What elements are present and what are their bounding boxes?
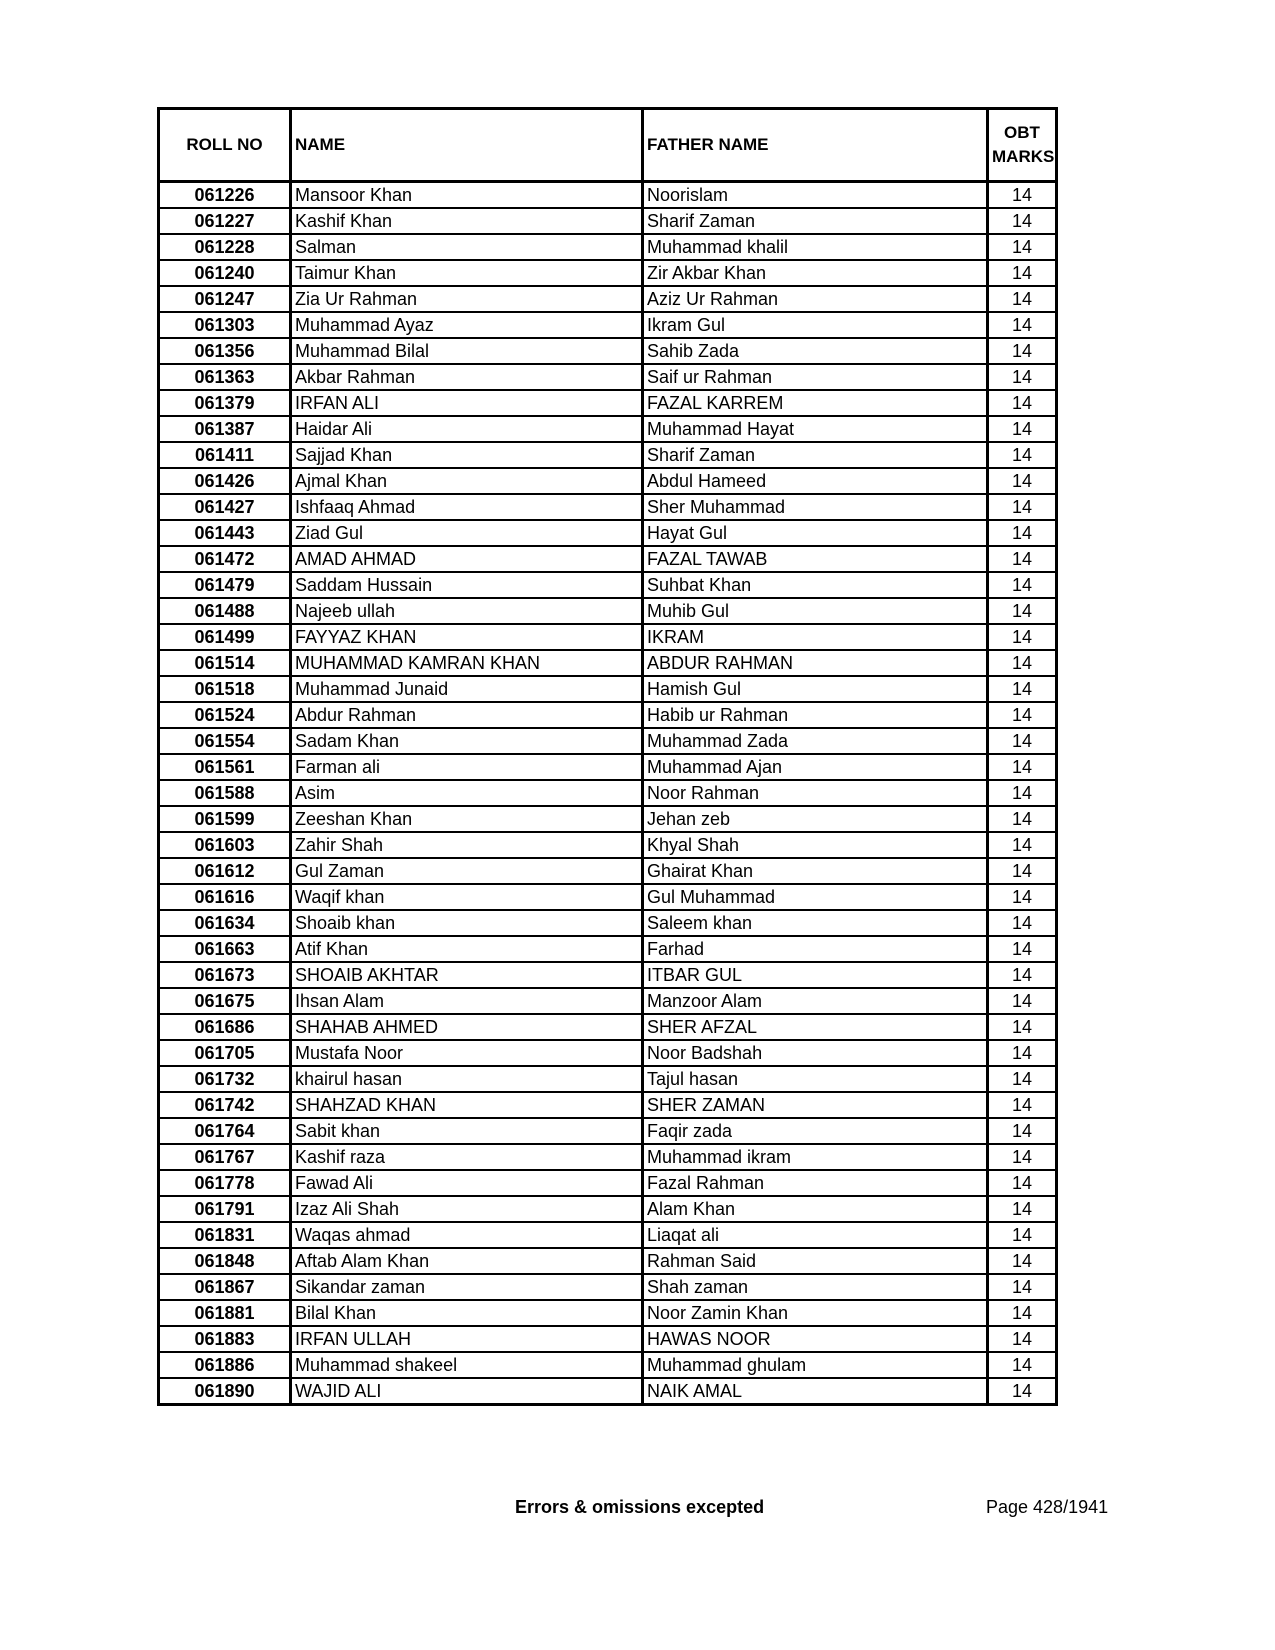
header-obt-marks-line1: OBT (1004, 123, 1040, 142)
table-row (159, 442, 1057, 468)
name-cell: Abdur Rahman (291, 702, 643, 728)
marks-cell: 14 (988, 572, 1057, 598)
roll-no-cell: 061379 (159, 390, 291, 416)
marks-cell: 14 (988, 520, 1057, 546)
name-cell: WAJID ALI (291, 1378, 643, 1405)
table-row (159, 1092, 1057, 1118)
name-cell: Fawad Ali (291, 1170, 643, 1196)
roll-no-cell: 061705 (159, 1040, 291, 1066)
father-name-cell: Jehan zeb (643, 806, 988, 832)
father-name-cell: Rahman Said (643, 1248, 988, 1274)
father-name-cell: Sharif Zaman (643, 208, 988, 234)
marks-cell: 14 (988, 702, 1057, 728)
table-row (159, 1144, 1057, 1170)
marks-cell: 14 (988, 260, 1057, 286)
roll-no-cell: 061764 (159, 1118, 291, 1144)
table-row (159, 598, 1057, 624)
marks-cell: 14 (988, 1196, 1057, 1222)
roll-no-cell: 061673 (159, 962, 291, 988)
father-name-cell: Hamish Gul (643, 676, 988, 702)
name-cell: IRFAN ULLAH (291, 1326, 643, 1352)
table-row (159, 1352, 1057, 1378)
name-cell: FAYYAZ KHAN (291, 624, 643, 650)
table-row (159, 936, 1057, 962)
name-cell: Sadam Khan (291, 728, 643, 754)
table-row (159, 416, 1057, 442)
roll-no-cell: 061886 (159, 1352, 291, 1378)
table-row (159, 728, 1057, 754)
marks-cell: 14 (988, 234, 1057, 260)
marks-cell: 14 (988, 338, 1057, 364)
name-cell: Saddam Hussain (291, 572, 643, 598)
table-body (159, 182, 1057, 1405)
father-name-cell: Habib ur Rahman (643, 702, 988, 728)
marks-cell: 14 (988, 416, 1057, 442)
father-name-cell: Ghairat Khan (643, 858, 988, 884)
table-row (159, 312, 1057, 338)
roll-no-cell: 061675 (159, 988, 291, 1014)
roll-no-cell: 061387 (159, 416, 291, 442)
marks-cell: 14 (988, 988, 1057, 1014)
table-row (159, 910, 1057, 936)
marks-cell: 14 (988, 598, 1057, 624)
father-name-cell: Noorislam (643, 182, 988, 209)
roll-no-cell: 061411 (159, 442, 291, 468)
name-cell: Mustafa Noor (291, 1040, 643, 1066)
marks-cell: 14 (988, 936, 1057, 962)
father-name-cell: Manzoor Alam (643, 988, 988, 1014)
table-row (159, 754, 1057, 780)
roll-no-cell: 061890 (159, 1378, 291, 1405)
father-name-cell: Noor Rahman (643, 780, 988, 806)
name-cell: SHAHZAD KHAN (291, 1092, 643, 1118)
table-row (159, 832, 1057, 858)
roll-no-cell: 061240 (159, 260, 291, 286)
marks-cell: 14 (988, 1144, 1057, 1170)
name-cell: Atif Khan (291, 936, 643, 962)
marks-cell: 14 (988, 676, 1057, 702)
table-row (159, 182, 1057, 209)
roll-no-cell: 061554 (159, 728, 291, 754)
table-row (159, 260, 1057, 286)
table-row (159, 390, 1057, 416)
roll-no-cell: 061514 (159, 650, 291, 676)
table-row (159, 546, 1057, 572)
roll-no-cell: 061634 (159, 910, 291, 936)
father-name-cell: Zir Akbar Khan (643, 260, 988, 286)
roll-no-cell: 061472 (159, 546, 291, 572)
name-cell: Muhammad Junaid (291, 676, 643, 702)
name-cell: Shoaib khan (291, 910, 643, 936)
name-cell: Aftab Alam Khan (291, 1248, 643, 1274)
marks-cell: 14 (988, 858, 1057, 884)
name-cell: SHAHAB AHMED (291, 1014, 643, 1040)
header-obt-marks (988, 109, 1057, 182)
roll-no-cell: 061226 (159, 182, 291, 209)
marks-cell: 14 (988, 1118, 1057, 1144)
name-cell: Mansoor Khan (291, 182, 643, 209)
roll-no-cell: 061732 (159, 1066, 291, 1092)
name-cell: Zahir Shah (291, 832, 643, 858)
roll-no-cell: 061488 (159, 598, 291, 624)
name-cell: Kashif raza (291, 1144, 643, 1170)
father-name-cell: SHER ZAMAN (643, 1092, 988, 1118)
marks-cell: 14 (988, 754, 1057, 780)
father-name-cell: Sahib Zada (643, 338, 988, 364)
marks-cell: 14 (988, 1092, 1057, 1118)
name-cell: MUHAMMAD KAMRAN KHAN (291, 650, 643, 676)
table-row (159, 494, 1057, 520)
table-row (159, 338, 1057, 364)
name-cell: Haidar Ali (291, 416, 643, 442)
roll-no-cell: 061848 (159, 1248, 291, 1274)
name-cell: Muhammad Bilal (291, 338, 643, 364)
name-cell: Sabit khan (291, 1118, 643, 1144)
table-row (159, 702, 1057, 728)
father-name-cell: SHER AFZAL (643, 1014, 988, 1040)
table-row (159, 650, 1057, 676)
footer-note: Errors & omissions excepted (515, 1497, 765, 1517)
father-name-cell: Alam Khan (643, 1196, 988, 1222)
name-cell: AMAD AHMAD (291, 546, 643, 572)
table-row (159, 364, 1057, 390)
father-name-cell: Saif ur Rahman (643, 364, 988, 390)
table-row (159, 858, 1057, 884)
roll-no-cell: 061247 (159, 286, 291, 312)
table-row (159, 1300, 1057, 1326)
name-cell: Muhammad Ayaz (291, 312, 643, 338)
father-name-cell: Liaqat ali (643, 1222, 988, 1248)
father-name-cell: Muhib Gul (643, 598, 988, 624)
table-row (159, 676, 1057, 702)
roll-no-cell: 061363 (159, 364, 291, 390)
roll-no-cell: 061303 (159, 312, 291, 338)
name-cell: Bilal Khan (291, 1300, 643, 1326)
name-cell: Izaz Ali Shah (291, 1196, 643, 1222)
table-row (159, 1274, 1057, 1300)
name-cell: Taimur Khan (291, 260, 643, 286)
father-name-cell: Saleem khan (643, 910, 988, 936)
table-row (159, 208, 1057, 234)
table-row (159, 286, 1057, 312)
name-cell: Najeeb ullah (291, 598, 643, 624)
name-cell: Farman ali (291, 754, 643, 780)
marks-cell: 14 (988, 312, 1057, 338)
father-name-cell: Sharif Zaman (643, 442, 988, 468)
table-row (159, 234, 1057, 260)
father-name-cell: Muhammad ikram (643, 1144, 988, 1170)
father-name-cell: FAZAL TAWAB (643, 546, 988, 572)
roll-no-cell: 061742 (159, 1092, 291, 1118)
marks-cell: 14 (988, 182, 1057, 209)
marks-cell: 14 (988, 1014, 1057, 1040)
marks-cell: 14 (988, 494, 1057, 520)
father-name-cell: Muhammad Zada (643, 728, 988, 754)
name-cell: Asim (291, 780, 643, 806)
marks-cell: 14 (988, 780, 1057, 806)
marks-cell: 14 (988, 1378, 1057, 1405)
page-number: Page 428/1941 (986, 1497, 1109, 1517)
results-table (157, 107, 1058, 1406)
table-row (159, 624, 1057, 650)
header-name: NAME (291, 109, 643, 182)
father-name-cell: Tajul hasan (643, 1066, 988, 1092)
table-row (159, 1066, 1057, 1092)
name-cell: Ishfaaq Ahmad (291, 494, 643, 520)
father-name-cell: Fazal Rahman (643, 1170, 988, 1196)
table-row (159, 1326, 1057, 1352)
roll-no-cell: 061228 (159, 234, 291, 260)
table-row (159, 1222, 1057, 1248)
roll-no-cell: 061791 (159, 1196, 291, 1222)
roll-no-cell: 061427 (159, 494, 291, 520)
name-cell: Salman (291, 234, 643, 260)
father-name-cell: HAWAS NOOR (643, 1326, 988, 1352)
name-cell: Zia Ur Rahman (291, 286, 643, 312)
name-cell: Akbar Rahman (291, 364, 643, 390)
roll-no-cell: 061479 (159, 572, 291, 598)
table-row (159, 1014, 1057, 1040)
name-cell: Sikandar zaman (291, 1274, 643, 1300)
father-name-cell: Muhammad ghulam (643, 1352, 988, 1378)
father-name-cell: Shah zaman (643, 1274, 988, 1300)
father-name-cell: Aziz Ur Rahman (643, 286, 988, 312)
father-name-cell: IKRAM (643, 624, 988, 650)
name-cell: SHOAIB AKHTAR (291, 962, 643, 988)
roll-no-cell: 061227 (159, 208, 291, 234)
marks-cell: 14 (988, 1066, 1057, 1092)
father-name-cell: FAZAL KARREM (643, 390, 988, 416)
father-name-cell: Muhammad Hayat (643, 416, 988, 442)
father-name-cell: NAIK AMAL (643, 1378, 988, 1405)
table-row (159, 1170, 1057, 1196)
marks-cell: 14 (988, 364, 1057, 390)
marks-cell: 14 (988, 1222, 1057, 1248)
marks-cell: 14 (988, 468, 1057, 494)
roll-no-cell: 061881 (159, 1300, 291, 1326)
father-name-cell: Ikram Gul (643, 312, 988, 338)
marks-cell: 14 (988, 390, 1057, 416)
roll-no-cell: 061603 (159, 832, 291, 858)
roll-no-cell: 061561 (159, 754, 291, 780)
name-cell: Kashif Khan (291, 208, 643, 234)
marks-cell: 14 (988, 650, 1057, 676)
marks-cell: 14 (988, 1040, 1057, 1066)
marks-cell: 14 (988, 208, 1057, 234)
marks-cell: 14 (988, 1170, 1057, 1196)
father-name-cell: ITBAR GUL (643, 962, 988, 988)
name-cell: Muhammad shakeel (291, 1352, 643, 1378)
roll-no-cell: 061883 (159, 1326, 291, 1352)
table-row (159, 962, 1057, 988)
table-row (159, 1118, 1057, 1144)
roll-no-cell: 061588 (159, 780, 291, 806)
marks-cell: 14 (988, 910, 1057, 936)
father-name-cell: Muhammad khalil (643, 234, 988, 260)
roll-no-cell: 061616 (159, 884, 291, 910)
roll-no-cell: 061831 (159, 1222, 291, 1248)
name-cell: Waqif khan (291, 884, 643, 910)
table-row (159, 806, 1057, 832)
header-obt-marks-line2: MARKS (992, 147, 1055, 166)
marks-cell: 14 (988, 1326, 1057, 1352)
roll-no-cell: 061778 (159, 1170, 291, 1196)
father-name-cell: Suhbat Khan (643, 572, 988, 598)
roll-no-cell: 061867 (159, 1274, 291, 1300)
roll-no-cell: 061499 (159, 624, 291, 650)
roll-no-cell: 061663 (159, 936, 291, 962)
header-roll-no: ROLL NO (159, 109, 291, 182)
father-name-cell: Sher Muhammad (643, 494, 988, 520)
roll-no-cell: 061443 (159, 520, 291, 546)
father-name-cell: Hayat Gul (643, 520, 988, 546)
table-row (159, 468, 1057, 494)
roll-no-cell: 061518 (159, 676, 291, 702)
marks-cell: 14 (988, 806, 1057, 832)
marks-cell: 14 (988, 546, 1057, 572)
name-cell: Waqas ahmad (291, 1222, 643, 1248)
roll-no-cell: 061686 (159, 1014, 291, 1040)
roll-no-cell: 061612 (159, 858, 291, 884)
marks-cell: 14 (988, 962, 1057, 988)
name-cell: IRFAN ALI (291, 390, 643, 416)
name-cell: Sajjad Khan (291, 442, 643, 468)
marks-cell: 14 (988, 286, 1057, 312)
father-name-cell: Abdul Hameed (643, 468, 988, 494)
name-cell: Zeeshan Khan (291, 806, 643, 832)
table-row (159, 1248, 1057, 1274)
name-cell: Ziad Gul (291, 520, 643, 546)
name-cell: Ihsan Alam (291, 988, 643, 1014)
father-name-cell: Khyal Shah (643, 832, 988, 858)
marks-cell: 14 (988, 1248, 1057, 1274)
table-header-row (159, 109, 1057, 182)
marks-cell: 14 (988, 728, 1057, 754)
header-father-name: FATHER NAME (643, 109, 988, 182)
father-name-cell: Muhammad Ajan (643, 754, 988, 780)
roll-no-cell: 061767 (159, 1144, 291, 1170)
table-row (159, 520, 1057, 546)
table-row (159, 1196, 1057, 1222)
marks-cell: 14 (988, 1274, 1057, 1300)
table-row (159, 884, 1057, 910)
table-row (159, 1040, 1057, 1066)
roll-no-cell: 061524 (159, 702, 291, 728)
roll-no-cell: 061599 (159, 806, 291, 832)
table-row (159, 988, 1057, 1014)
marks-cell: 14 (988, 624, 1057, 650)
father-name-cell: Noor Zamin Khan (643, 1300, 988, 1326)
father-name-cell: Faqir zada (643, 1118, 988, 1144)
marks-cell: 14 (988, 442, 1057, 468)
father-name-cell: Farhad (643, 936, 988, 962)
table-row (159, 572, 1057, 598)
marks-cell: 14 (988, 1352, 1057, 1378)
father-name-cell: ABDUR RAHMAN (643, 650, 988, 676)
father-name-cell: Noor Badshah (643, 1040, 988, 1066)
roll-no-cell: 061426 (159, 468, 291, 494)
table-row (159, 780, 1057, 806)
marks-cell: 14 (988, 1300, 1057, 1326)
name-cell: khairul hasan (291, 1066, 643, 1092)
marks-cell: 14 (988, 884, 1057, 910)
father-name-cell: Gul Muhammad (643, 884, 988, 910)
table-row (159, 1378, 1057, 1405)
name-cell: Ajmal Khan (291, 468, 643, 494)
roll-no-cell: 061356 (159, 338, 291, 364)
name-cell: Gul Zaman (291, 858, 643, 884)
marks-cell: 14 (988, 832, 1057, 858)
